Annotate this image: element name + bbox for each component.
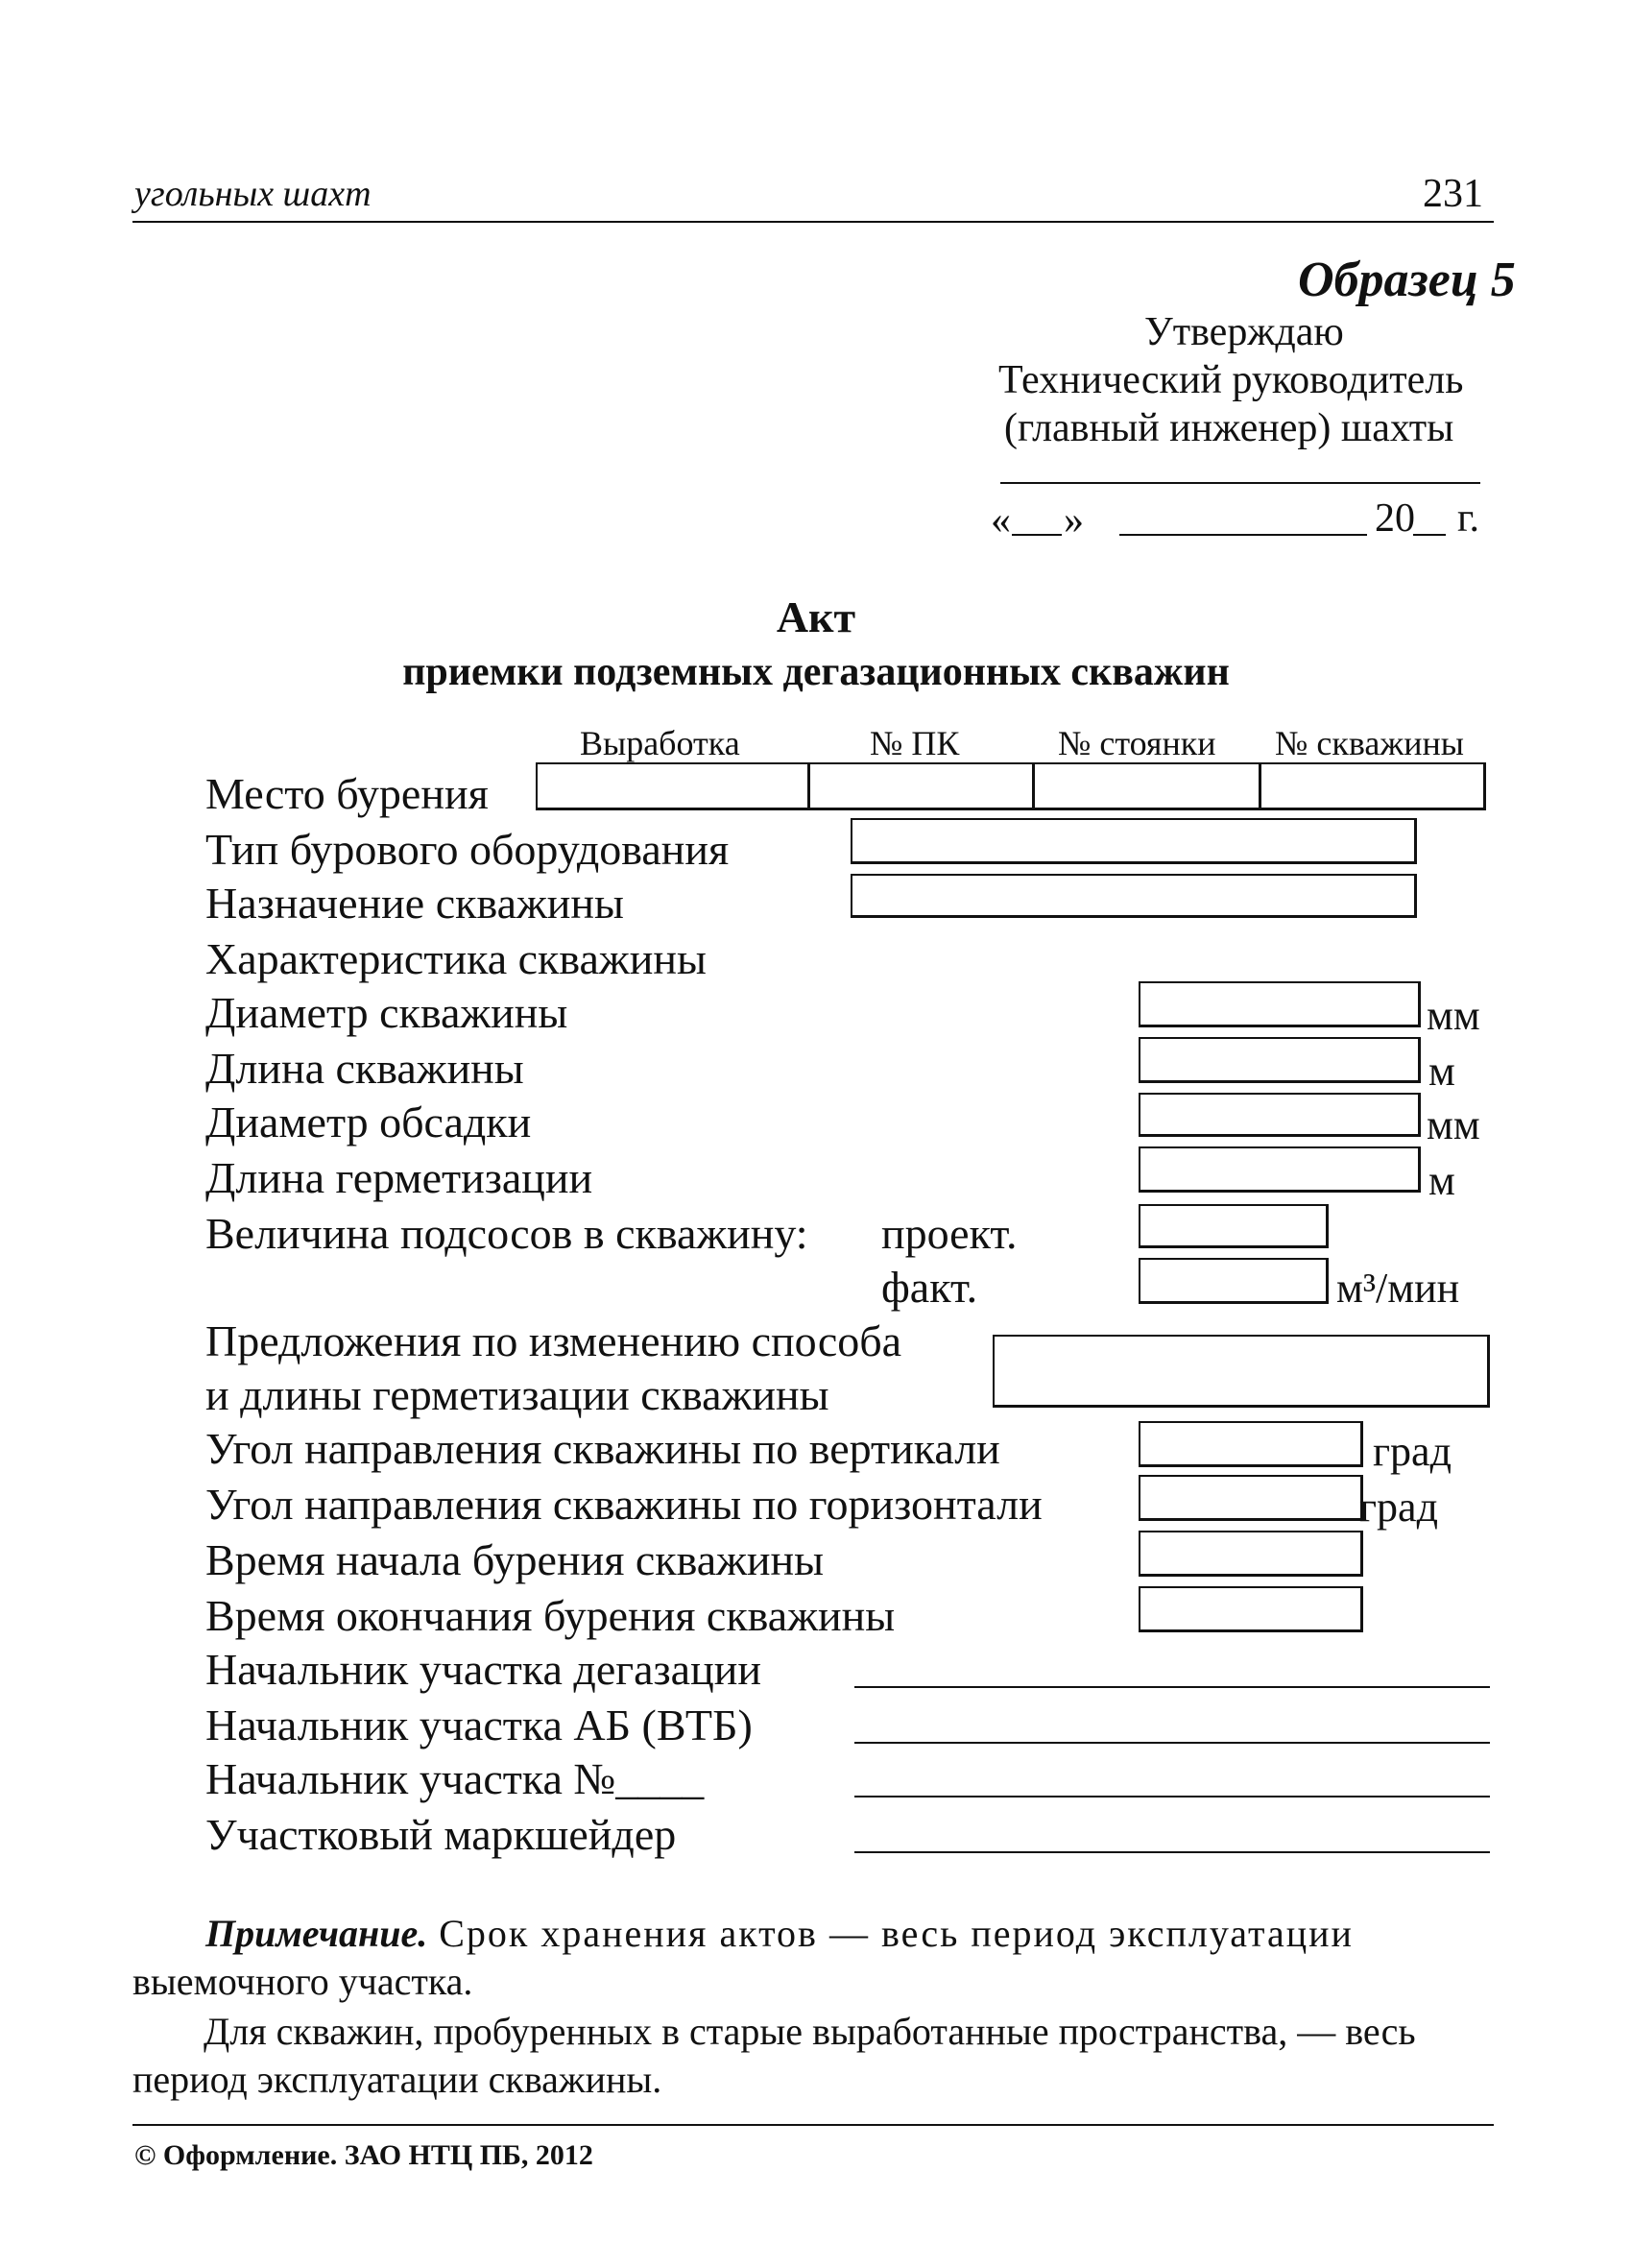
label-degas-chief: Начальник участка дегазации <box>205 1645 761 1694</box>
date-month-line[interactable] <box>1119 534 1367 536</box>
input-casing-diameter[interactable] <box>1139 1093 1421 1137</box>
page-number: 231 <box>1423 172 1483 216</box>
label-horizontal-angle: Угол направления скважины по горизонтали <box>205 1480 1043 1529</box>
document-title: Акт <box>776 592 856 641</box>
date-close-quote: » <box>1064 498 1084 543</box>
input-equipment-type[interactable] <box>851 818 1417 864</box>
input-pk-number[interactable] <box>808 762 1035 810</box>
unit-grad: град <box>1359 1484 1438 1531</box>
label-suction-fact: факт. <box>881 1263 978 1312</box>
note-line-3: Для скважин, пробуренных в старые выработанные пространства, — весь <box>204 2010 1416 2053</box>
note-line-4: период эксплуатации скважины. <box>132 2058 662 2101</box>
label-suction: Величина подсосов в скважину: <box>205 1209 808 1258</box>
column-header-workings: Выработка <box>580 724 740 762</box>
input-suction-project[interactable] <box>1139 1204 1329 1248</box>
input-well-diameter[interactable] <box>1139 981 1421 1027</box>
label-well-purpose: Назначение скважины <box>205 879 624 928</box>
label-start-time: Время начала бурения скважины <box>205 1535 825 1584</box>
input-proposals[interactable] <box>993 1335 1490 1408</box>
approver-position-2: (главный инженер) шахты <box>1004 406 1454 450</box>
sample-label: Образец 5 <box>1298 253 1516 307</box>
input-well-length[interactable] <box>1139 1037 1421 1083</box>
column-header-pk: № ПК <box>870 724 960 762</box>
document-subtitle: приемки подземных дегазационных скважин <box>402 650 1230 694</box>
label-sealing-length: Длина герметизации <box>205 1153 593 1202</box>
label-suction-project: проект. <box>881 1209 1018 1258</box>
label-section-chief: Начальник участка №____ <box>205 1754 705 1803</box>
label-ab-chief: Начальник участка АБ (ВТБ) <box>205 1701 753 1749</box>
input-horizontal-angle[interactable] <box>1139 1475 1363 1521</box>
input-suction-fact[interactable] <box>1139 1258 1329 1304</box>
approver-signature-line[interactable] <box>1000 482 1480 484</box>
input-start-time[interactable] <box>1139 1531 1363 1577</box>
input-workings[interactable] <box>536 762 810 810</box>
label-well-length: Длина скважины <box>205 1044 524 1093</box>
running-title: угольных шахт <box>134 174 372 214</box>
note-line-2: выемочного участка. <box>132 1960 473 2003</box>
label-proposals-2: и длины герметизации скважины <box>205 1370 829 1419</box>
header-rule <box>132 221 1494 223</box>
approve-text: Утверждаю <box>1144 310 1344 354</box>
date-year-line[interactable] <box>1413 534 1446 536</box>
unit-m: м <box>1428 1048 1455 1095</box>
label-casing-diameter: Диаметр обсадки <box>205 1098 532 1146</box>
label-drill-place: Место бурения <box>205 769 489 818</box>
input-end-time[interactable] <box>1139 1586 1363 1632</box>
date-year-suffix: г. <box>1457 496 1479 541</box>
input-vertical-angle[interactable] <box>1139 1421 1363 1467</box>
unit-mm: мм <box>1427 1101 1480 1148</box>
signature-line-ab-chief[interactable] <box>854 1742 1490 1744</box>
note-text: Срок хранения актов — весь период эксплуатации <box>427 1912 1354 1955</box>
input-sealing-length[interactable] <box>1139 1146 1421 1193</box>
label-equipment-type: Тип бурового оборудования <box>205 825 730 874</box>
label-well-diameter: Диаметр скважины <box>205 988 568 1037</box>
input-well-purpose[interactable] <box>851 874 1417 918</box>
label-proposals: Предложения по изменению способа <box>205 1316 902 1365</box>
date-year-prefix: 20 <box>1375 496 1415 541</box>
label-surveyor: Участковый маркшейдер <box>205 1810 677 1859</box>
unit-mm: мм <box>1427 992 1480 1039</box>
label-end-time: Время окончания бурения скважины <box>205 1591 896 1640</box>
note-paragraph <box>205 1912 1354 1955</box>
date-open-quote: « <box>991 498 1011 543</box>
signature-line-surveyor[interactable] <box>854 1851 1490 1853</box>
date-day-line[interactable] <box>1012 534 1062 536</box>
unit-m3-per-min: м³/мин <box>1336 1265 1460 1312</box>
label-well-characteristics: Характеристика скважины <box>205 934 707 983</box>
input-well-number[interactable] <box>1260 762 1486 810</box>
footer-copyright: © Оформление. ЗАО НТЦ ПБ, 2012 <box>134 2139 593 2171</box>
unit-grad: град <box>1373 1428 1452 1475</box>
input-station-number[interactable] <box>1033 762 1261 810</box>
signature-line-section-chief[interactable] <box>854 1796 1490 1798</box>
footer-rule <box>132 2124 1494 2126</box>
signature-line-degas-chief[interactable] <box>854 1686 1490 1688</box>
note-label: Примечание. <box>205 1912 428 1955</box>
unit-m: м <box>1428 1157 1455 1204</box>
column-header-well: № скважины <box>1275 724 1464 762</box>
approver-position: Технический руководитель <box>998 358 1464 402</box>
column-header-station: № стоянки <box>1058 724 1216 762</box>
label-vertical-angle: Угол направления скважины по вертикали <box>205 1424 1000 1473</box>
